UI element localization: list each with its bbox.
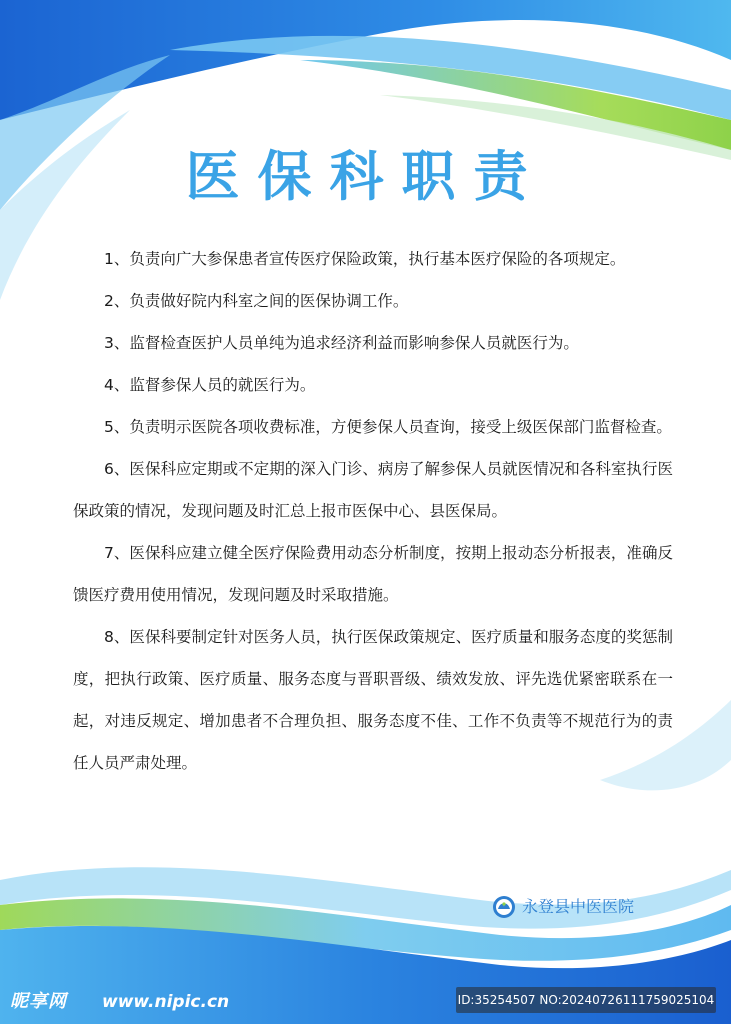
watermark-bar — [0, 984, 731, 1024]
watermark-id: ID:35254507 NO:20240726111759025104 — [456, 987, 716, 1013]
duty-item: 1、负责向广大参保患者宣传医疗保险政策，执行基本医疗保险的各项规定。 — [104, 250, 626, 268]
duties-list — [73, 238, 673, 784]
duty-item: 8、医保科要制定针对医务人员，执行医保政策规定、医疗质量和服务态度的奖惩制度，把执行政策、医疗质量、服务态度与晋职晋级、绩效发放、评先选优紧密联系在一起，对违反规定、增加患者不合理负担、服务态度不佳、工作不负责等不规范行为的责任人员严肃处理。 — [73, 628, 673, 772]
duty-item: 3、监督检查医护人员单纯为追求经济利益而影响参保人员就医行为。 — [104, 334, 579, 352]
watermark-site-url: www.nipic.cn — [102, 992, 230, 1012]
hospital-logo-icon — [492, 895, 516, 919]
duty-item: 6、医保科应定期或不定期的深入门诊、病房了解参保人员就医情况和各科室执行医保政策的情况，发现问题及时汇总上报市医保中心、县医保局。 — [73, 460, 673, 520]
watermark-site-logo: 昵享网 — [10, 991, 67, 1012]
page-title: 医保科职责 — [185, 145, 546, 208]
hospital-name: 永登县中医医院 — [522, 897, 635, 916]
hospital-logo — [492, 894, 634, 920]
duty-item: 5、负责明示医院各项收费标准，方便参保人员查询，接受上级医保部门监督检查。 — [104, 418, 672, 436]
duty-item: 7、医保科应建立健全医疗保险费用动态分析制度，按期上报动态分析报表，准确反馈医疗费用使用情况，发现问题及时采取措施。 — [73, 544, 673, 604]
duty-item: 4、监督参保人员的就医行为。 — [104, 376, 316, 394]
duty-item: 2、负责做好院内科室之间的医保协调工作。 — [104, 292, 409, 310]
